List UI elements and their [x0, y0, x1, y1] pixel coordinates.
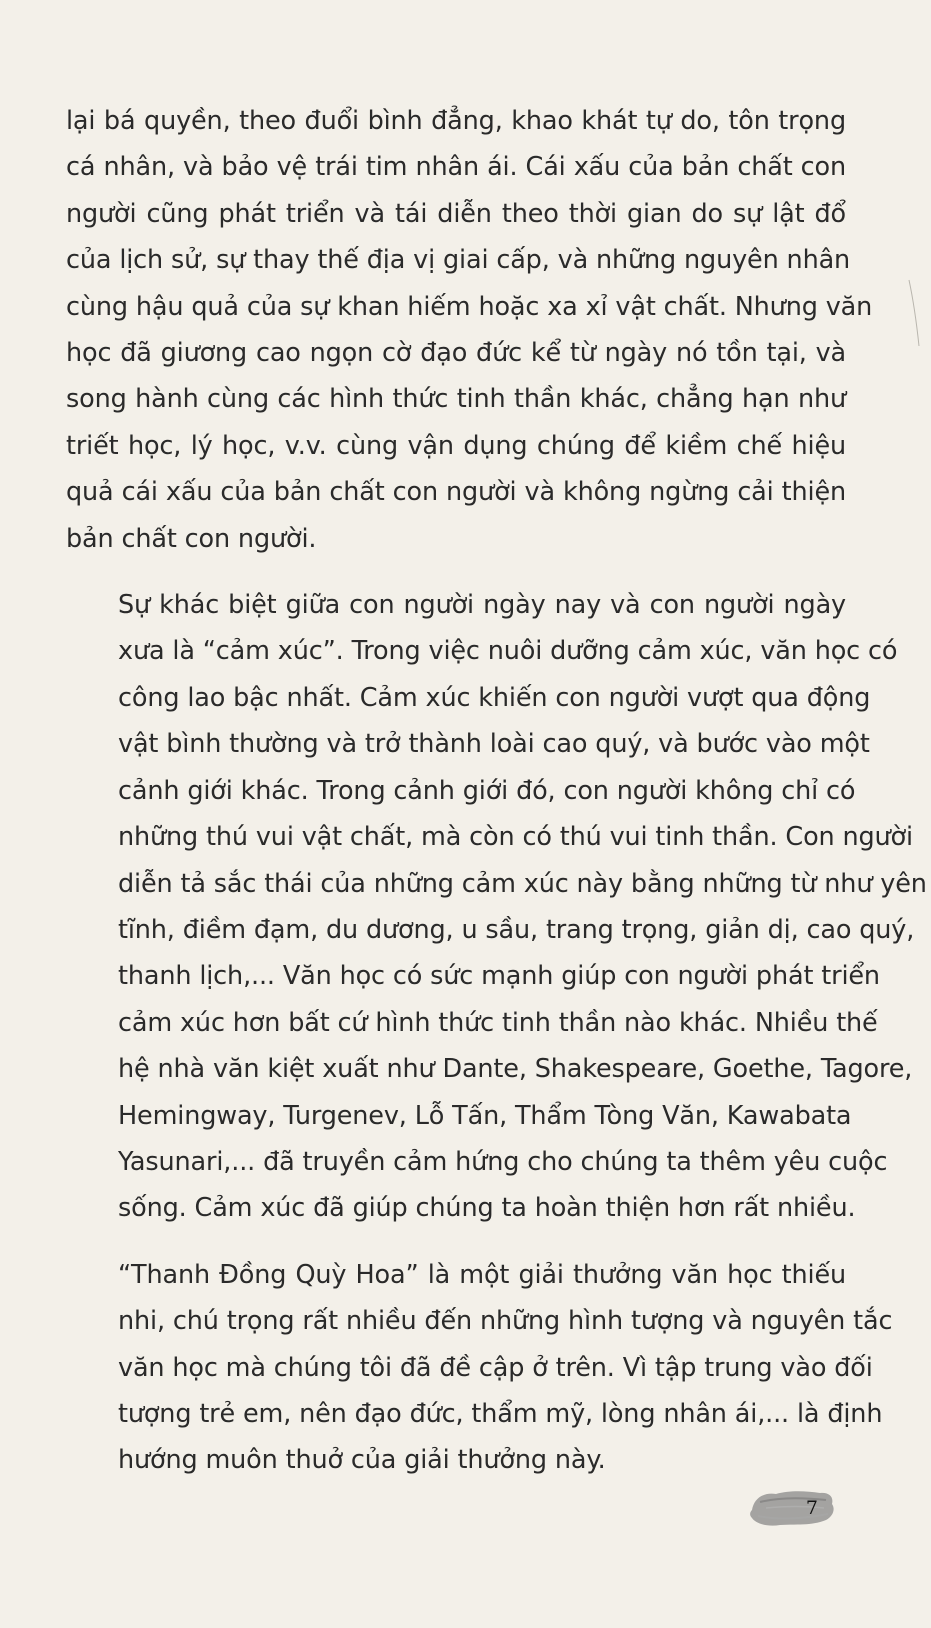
text-line: bản chất con người. — [66, 523, 317, 554]
text-line: cá nhân, và bảo vệ trái tim nhân ái. Cái xấu của bản chất con — [66, 152, 846, 183]
text-line: hướng muôn thuở của giải thưởng này. — [118, 1445, 606, 1476]
text-line: Yasunari,... đã truyền cảm hứng cho chúng ta thêm yêu cuộc — [118, 1146, 888, 1177]
text-line: nhi, chú trọng rất nhiều đến những hình tượng và nguyên tắc — [118, 1306, 893, 1337]
text-line: tượng trẻ em, nên đạo đức, thẩm mỹ, lòng nhân ái,... là định — [118, 1398, 883, 1429]
page-number: 7 — [805, 1497, 818, 1519]
text-line: “Thanh Đồng Quỳ Hoa” là một giải thưởng văn học thiếu — [118, 1259, 846, 1290]
text-line: Sự khác biệt giữa con người ngày nay và con người ngày — [118, 590, 846, 621]
text-line: cảnh giới khác. Trong cảnh giới đó, con người không chỉ có — [118, 775, 856, 806]
text-line: sống. Cảm xúc đã giúp chúng ta hoàn thiện hơn rất nhiều. — [118, 1193, 856, 1224]
text-line: quả cái xấu của bản chất con người và không ngừng cải thiện — [66, 477, 846, 508]
text-line: văn học mà chúng tôi đã đề cập ở trên. Vì tập trung vào đối — [118, 1352, 873, 1383]
text-line: triết học, lý học, v.v. cùng vận dụng chúng để kiềm chế hiệu — [66, 430, 846, 461]
paragraph — [66, 1252, 893, 1484]
text-line: diễn tả sắc thái của những cảm xúc này bằng những từ như yên — [118, 868, 927, 899]
text-line: thanh lịch,... Văn học có sức mạnh giúp con người phát triển — [118, 961, 880, 992]
text-line: lại bá quyền, theo đuổi bình đẳng, khao khát tự do, tôn trọng — [66, 106, 846, 136]
text-line: của lịch sử, sự thay thế địa vị giai cấp, và những nguyên nhân — [66, 245, 851, 276]
body-text — [66, 98, 927, 1484]
text-line: song hành cùng các hình thức tinh thần khác, chẳng hạn như — [66, 384, 846, 415]
paragraph — [66, 582, 927, 1232]
text-line: vật bình thường và trở thành loài cao quý, và bước vào một — [118, 729, 870, 760]
text-line: cảm xúc hơn bất cứ hình thức tinh thần nào khác. Nhiều thế — [118, 1007, 878, 1038]
page-edge-mark — [907, 278, 921, 348]
text-line: tĩnh, điềm đạm, du dương, u sầu, trang trọng, giản dị, cao quý, — [118, 914, 915, 945]
text-line: công lao bậc nhất. Cảm xúc khiến con người vượt qua động — [118, 682, 871, 713]
paragraph — [66, 98, 873, 562]
page-number-badge — [746, 1484, 838, 1532]
text-line: cùng hậu quả của sự khan hiếm hoặc xa xỉ vật chất. Nhưng văn — [66, 291, 873, 322]
text-line: học đã giương cao ngọn cờ đạo đức kể từ ngày nó tồn tại, và — [66, 338, 846, 369]
text-line: những thú vui vật chất, mà còn có thú vui tinh thần. Con người — [118, 822, 913, 853]
text-line: hệ nhà văn kiệt xuất như Dante, Shakespeare, Goethe, Tagore, — [118, 1054, 913, 1085]
text-line: xưa là “cảm xúc”. Trong việc nuôi dưỡng cảm xúc, văn học có — [118, 636, 898, 667]
text-line: Hemingway, Turgenev, Lỗ Tấn, Thẩm Tòng Văn, Kawabata — [118, 1100, 852, 1131]
text-line: người cũng phát triển và tái diễn theo thời gian do sự lật đổ — [66, 198, 846, 229]
